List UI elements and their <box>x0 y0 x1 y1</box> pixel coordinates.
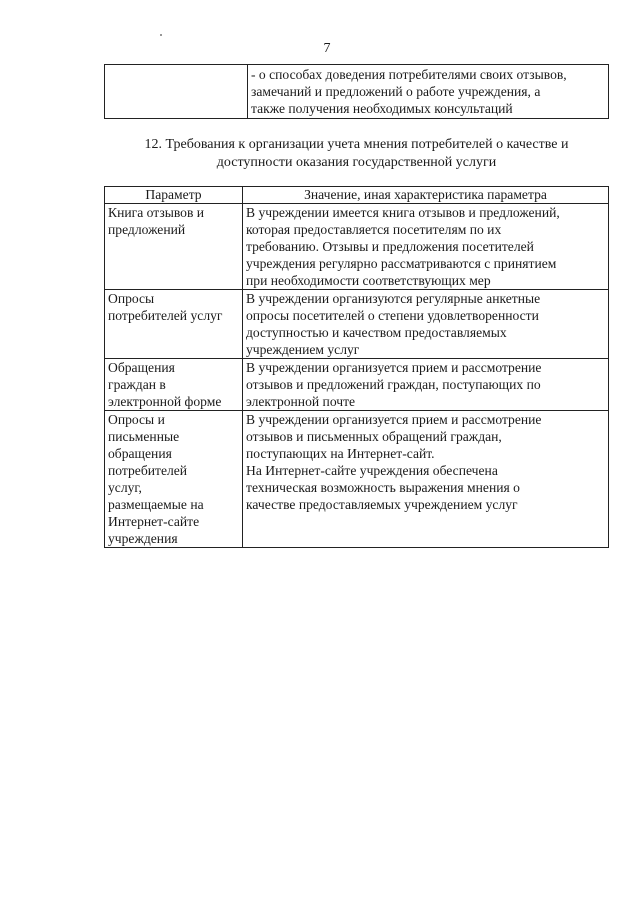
continued-value-cell <box>248 65 609 119</box>
requirements-table <box>104 186 609 548</box>
table-row <box>105 65 609 119</box>
value-line: На Интернет-сайте учреждения обеспечена <box>246 463 498 478</box>
value-line: В учреждении организуется прием и рассмотрение <box>246 412 542 427</box>
value-line: В учреждении имеется книга отзывов и предложений, <box>246 205 560 220</box>
table-row <box>105 359 609 411</box>
value-line: учреждением услуг <box>246 342 360 357</box>
param-line: электронной форме <box>108 394 222 409</box>
table-row <box>105 411 609 548</box>
continued-empty-cell <box>105 65 248 119</box>
param-line: граждан в <box>108 377 166 392</box>
value-line: учреждения регулярно рассматриваются с принятием <box>246 256 557 271</box>
param-line: предложений <box>108 222 186 237</box>
value-line: качестве предоставляемых учреждением услуг <box>246 497 518 512</box>
continued-line: - о способах доведения потребителями своих отзывов, <box>251 67 567 82</box>
value-line: которая предоставляется посетителям по их <box>246 222 502 237</box>
value-line: опросы посетителей о степени удовлетворенности <box>246 308 539 323</box>
param-cell <box>105 204 243 290</box>
table-row <box>105 204 609 290</box>
param-line: Интернет-сайте <box>108 514 200 529</box>
header-parameter: Параметр <box>105 187 243 204</box>
section-title <box>104 136 609 172</box>
param-line: письменные <box>108 429 180 444</box>
table-header-row <box>105 187 609 204</box>
continued-table <box>104 64 609 119</box>
continued-line: замечаний и предложений о работе учреждения, а <box>251 84 541 99</box>
param-line: обращения <box>108 446 172 461</box>
value-line: требованию. Отзывы и предложения посетителей <box>246 239 534 254</box>
param-line: потребителей <box>108 463 188 478</box>
section-title-line: 12. Требования к организации учета мнения потребителей о качестве и <box>144 137 569 152</box>
value-cell <box>243 290 609 359</box>
scan-speck <box>160 34 162 36</box>
param-cell <box>105 359 243 411</box>
continued-line: также получения необходимых консультаций <box>251 101 513 116</box>
header-value: Значение, иная характеристика параметра <box>243 187 609 204</box>
value-line: электронной почте <box>246 394 356 409</box>
value-line: отзывов и предложений граждан, поступающих по <box>246 377 541 392</box>
value-line: поступающих на Интернет-сайт. <box>246 446 435 461</box>
value-cell <box>243 204 609 290</box>
table-row <box>105 290 609 359</box>
value-line: отзывов и письменных обращений граждан, <box>246 429 502 444</box>
value-line: техническая возможность выражения мнения о <box>246 480 520 495</box>
value-line: В учреждении организуются регулярные анкетные <box>246 291 541 306</box>
param-cell <box>105 290 243 359</box>
param-line: Опросы и <box>108 412 165 427</box>
page-number: 7 <box>323 41 331 56</box>
param-line: Опросы <box>108 291 155 306</box>
value-line: при необходимости соответствующих мер <box>246 273 491 288</box>
param-line: Обращения <box>108 360 175 375</box>
value-cell <box>243 359 609 411</box>
value-cell <box>243 411 609 548</box>
param-cell <box>105 411 243 548</box>
param-line: Книга отзывов и <box>108 205 205 220</box>
value-line: доступностью и качеством предоставляемых <box>246 325 507 340</box>
param-line: потребителей услуг <box>108 308 223 323</box>
param-line: услуг, <box>108 480 142 495</box>
param-line: размещаемые на <box>108 497 204 512</box>
value-line: В учреждении организуется прием и рассмотрение <box>246 360 542 375</box>
param-line: учреждения <box>108 531 178 546</box>
section-title-line: доступности оказания государственной услуги <box>216 155 497 170</box>
